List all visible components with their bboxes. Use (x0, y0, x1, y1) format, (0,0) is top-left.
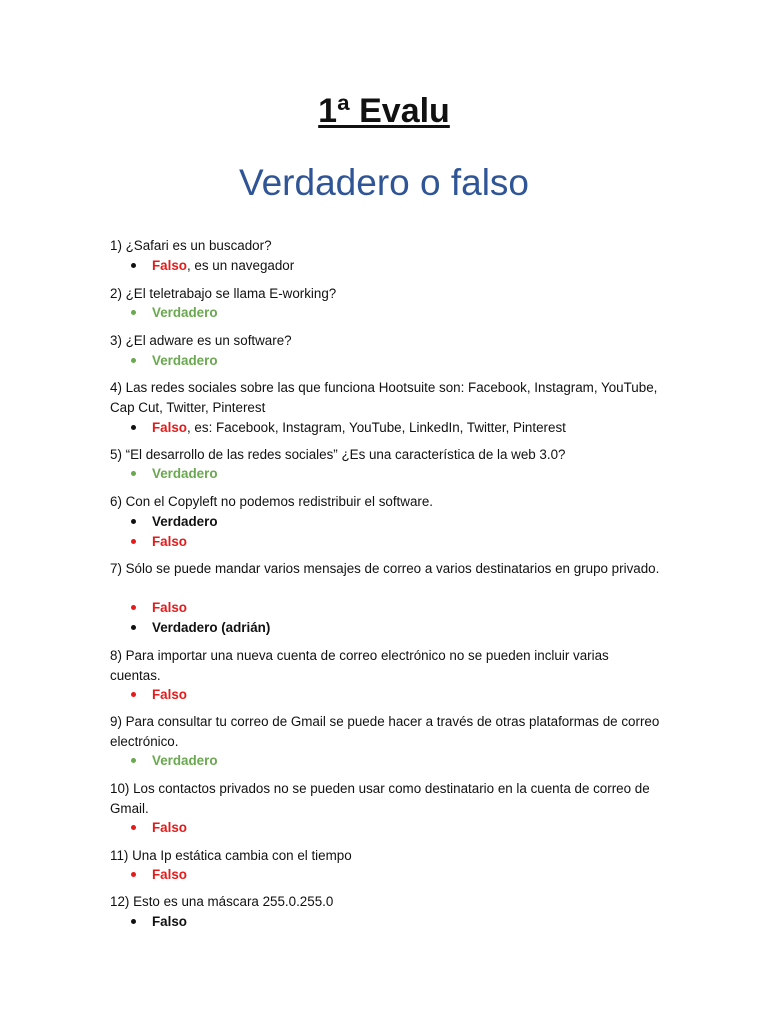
answer-label: Verdadero (adrián) (152, 620, 271, 635)
answer-5 (131, 464, 218, 484)
answer-label: Falso (152, 258, 187, 273)
bullet-icon (131, 605, 136, 610)
answer-label: Falso (152, 420, 187, 435)
answer-11 (131, 865, 187, 885)
answer-7a (131, 598, 187, 618)
bullet-icon (131, 310, 136, 315)
answer-label: Verdadero (152, 514, 218, 529)
answer-label: Falso (152, 687, 187, 702)
answer-label: Falso (152, 867, 187, 882)
page-title: 1ª Evalu (318, 92, 450, 130)
bullet-icon (131, 692, 136, 697)
bullet-icon (131, 425, 136, 430)
bullet-icon (131, 625, 136, 630)
answer-label: Falso (152, 600, 187, 615)
question-5: 5) “El desarrollo de las redes sociales” ¿Es una característica de la web 3.0? (110, 447, 566, 462)
question-3: 3) ¿El adware es un software? (110, 333, 292, 348)
answer-label: Falso (152, 534, 187, 549)
bullet-icon (131, 758, 136, 763)
answer-label: Verdadero (152, 753, 218, 768)
answer-9 (131, 751, 218, 771)
answer-8 (131, 685, 187, 705)
answer-2 (131, 303, 218, 323)
answer-1 (131, 256, 294, 276)
answer-7b (131, 618, 270, 638)
answer-label: Verdadero (152, 305, 218, 320)
page-subtitle: Verdadero o falso (238, 162, 530, 203)
bullet-icon (131, 358, 136, 363)
answer-explanation: , es un navegador (186, 258, 295, 273)
question-4: 4) Las redes sociales sobre las que funciona Hootsuite son: Facebook, Instagram, YouTube, Cap Cut, Twitter, Pinterest (110, 380, 658, 415)
answer-12 (131, 912, 187, 932)
answer-explanation: , es: Facebook, Instagram, YouTube, LinkedIn, Twitter, Pinterest (186, 420, 566, 435)
answer-6a (131, 512, 218, 532)
bullet-icon (131, 471, 136, 476)
question-10: 10) Los contactos privados no se pueden usar como destinatario en la cuenta de correo de Gmail. (110, 781, 650, 816)
answer-label: Verdadero (152, 466, 218, 481)
bullet-icon (131, 825, 136, 830)
question-6: 6) Con el Copyleft no podemos redistribuir el software. (110, 494, 434, 509)
answer-label: Falso (152, 914, 187, 929)
question-8: 8) Para importar una nueva cuenta de correo electrónico no se pueden incluir varias cuentas. (110, 648, 609, 683)
question-9: 9) Para consultar tu correo de Gmail se puede hacer a través de otras plataformas de correo electrónico. (110, 714, 660, 749)
bullet-icon (131, 539, 136, 544)
answer-6b (131, 532, 187, 552)
question-2: 2) ¿El teletrabajo se llama E-working? (110, 286, 337, 301)
bullet-icon (131, 263, 136, 268)
answer-label: Falso (152, 820, 187, 835)
answer-3 (131, 351, 218, 371)
answer-label: Verdadero (152, 353, 218, 368)
question-7: 7) Sólo se puede mandar varios mensajes de correo a varios destinatarios en grupo privado. (110, 561, 660, 576)
question-12: 12) Esto es una máscara 255.0.255.0 (110, 894, 334, 909)
bullet-icon (131, 519, 136, 524)
bullet-icon (131, 919, 136, 924)
bullet-icon (131, 872, 136, 877)
answer-10 (131, 818, 187, 838)
question-1: 1) ¿Safari es un buscador? (110, 238, 272, 253)
question-11: 11) Una Ip estática cambia con el tiempo (110, 848, 352, 863)
answer-4 (131, 418, 566, 438)
